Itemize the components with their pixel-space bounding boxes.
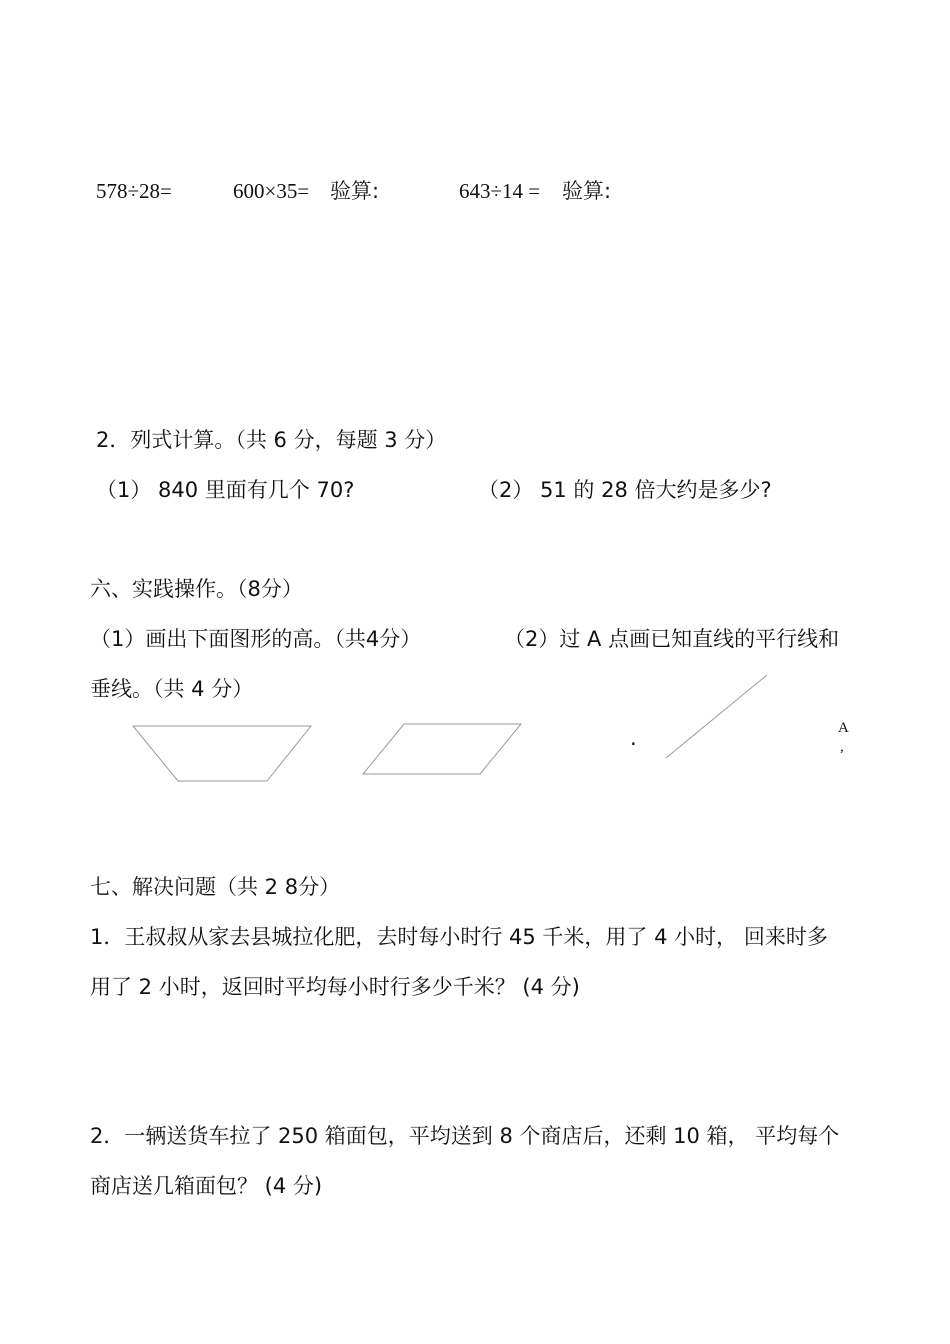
problem-2-line-1: 2．一辆送货车拉了 250 箱面包，平均送到 8 个商店后，还剩 10 箱， 平均每个	[90, 1124, 840, 1148]
given-straight-line	[666, 675, 767, 758]
check-label-2: 验算:	[562, 179, 612, 203]
problem-1-line-2: 用了 2 小时，返回时平均每小时行多少千米？ (4 分)	[90, 975, 580, 999]
problem-2-line-2: 商店送几箱面包？ (4 分)	[90, 1174, 323, 1198]
section-6-task-1: （1）画出下面图形的高。（共4分）	[90, 627, 422, 651]
trapezoid-shape	[133, 726, 311, 781]
section-6-task-2-continued: 垂线。（共 4 分）	[90, 677, 254, 701]
check-label-1: 验算:	[330, 179, 380, 203]
section-6-heading: 六、实践操作。（8分）	[90, 577, 303, 601]
expression-643-div-14: 643÷14 =	[459, 179, 541, 203]
parallelogram-shape	[363, 724, 521, 774]
question-2-item-2: （2） 51 的 28 倍大约是多少?	[478, 478, 772, 502]
question-2-heading: 2．列式计算。（共 6 分，每题 3 分）	[96, 428, 447, 452]
section-6-task-2: （2）过 A 点画已知直线的平行线和	[504, 627, 840, 651]
dot-mark: .	[630, 726, 637, 750]
section-7-heading: 七、解决问题（共 2 8分）	[90, 875, 341, 899]
point-a-label: A	[838, 720, 849, 736]
question-2-item-1: （1） 840 里面有几个 70?	[96, 478, 355, 502]
problem-1-line-1: 1．王叔叔从家去县城拉化肥，去时每小时行 45 千米，用了 4 小时， 回来时多	[90, 925, 828, 949]
expression-600-mul-35: 600×35=	[233, 179, 310, 203]
expression-578-div-28: 578÷28=	[96, 179, 172, 203]
point-a-comma: ,	[840, 739, 844, 755]
